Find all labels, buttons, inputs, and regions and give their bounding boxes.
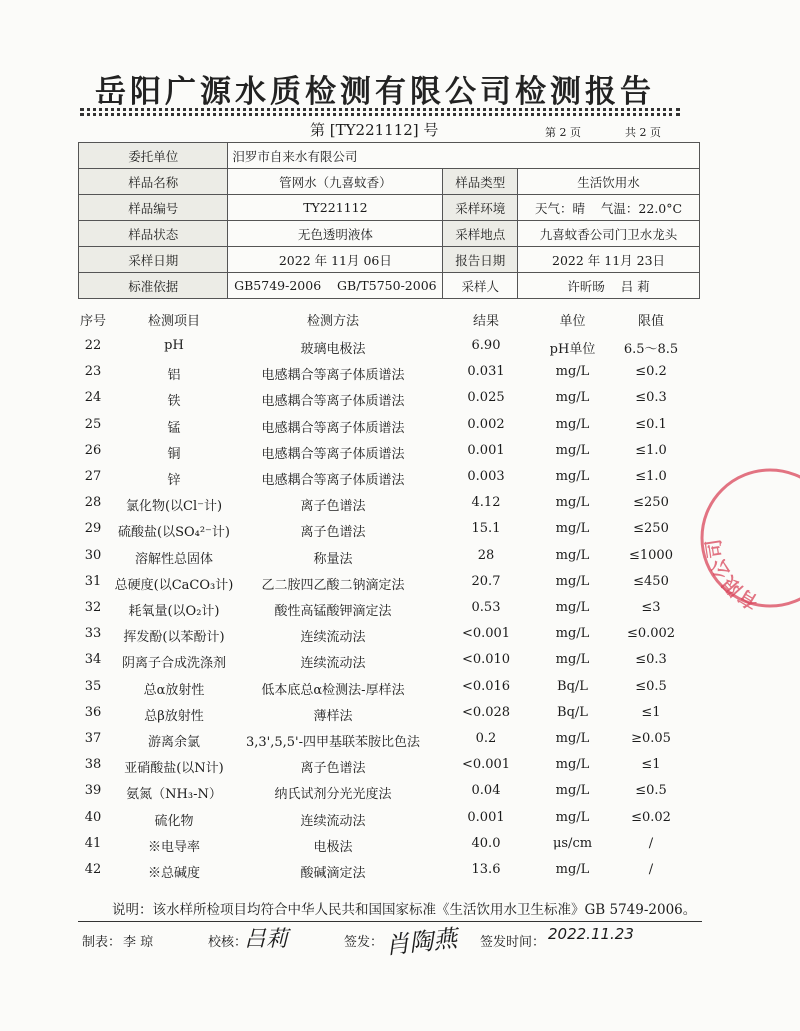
table-row	[0, 390, 750, 416]
cell-result: <0.001	[461, 757, 511, 773]
cell-result: 40.0	[471, 835, 501, 851]
cell-unit: mg/L	[555, 862, 590, 877]
sample-type-label: 样品类型	[443, 169, 518, 195]
cell-limit: 6.5～8.5	[623, 342, 679, 357]
cell-result: 0.031	[467, 364, 505, 380]
standard-label: 标准依据	[79, 273, 228, 299]
cell-item: 挥发酚(以苯酚计)	[123, 630, 225, 646]
cell-no: 22	[84, 338, 102, 353]
header-result: 结果	[472, 314, 499, 329]
site-value: 九喜蚊香公司门卫水龙头	[518, 221, 700, 247]
cell-unit: mg/L	[555, 364, 590, 380]
cell-unit: mg/L	[555, 783, 590, 799]
cell-method: 3,3',5,5'-四甲基联苯胺比色法	[245, 735, 421, 750]
table-row	[0, 836, 750, 862]
sampling-date-label: 采样日期	[79, 247, 228, 273]
table-row	[0, 443, 750, 469]
cell-item: 阴离子合成洗涤剂	[121, 656, 226, 672]
sample-type-value: 生活饮用水	[518, 169, 700, 195]
cell-unit: mg/L	[555, 731, 590, 746]
cell-no: 31	[84, 573, 102, 589]
cell-method: 电感耦合等离子体质谱法	[261, 473, 405, 488]
env-label: 采样环境	[443, 195, 518, 221]
footer-divider	[78, 921, 702, 922]
cell-method: 电感耦合等离子体质谱法	[261, 420, 405, 436]
cell-no: 28	[84, 495, 102, 511]
client-value: 汨罗市自来水有限公司	[228, 143, 700, 169]
cell-limit: /	[648, 835, 654, 851]
sampling-date-value: 2022 年 11月 06日	[228, 247, 443, 273]
cell-result: 0.001	[467, 442, 505, 458]
cell-result: 0.04	[471, 783, 501, 799]
cell-result: 6.90	[471, 338, 501, 353]
cell-no: 25	[84, 416, 102, 432]
table-row	[0, 705, 750, 731]
cell-unit: mg/L	[555, 442, 590, 458]
cell-result: 15.1	[471, 521, 501, 537]
cell-item: 铝	[167, 368, 181, 384]
title-divider-bottom	[80, 113, 680, 116]
cell-unit: Bq/L	[557, 704, 588, 720]
cell-unit: pH单位	[549, 342, 596, 357]
cell-method: 纳氏试剂分光光度法	[274, 787, 392, 803]
cell-item: 铁	[167, 394, 181, 410]
table-row	[0, 417, 750, 443]
cell-limit: ≤1	[641, 757, 661, 773]
cell-method: 低本底总α检测法-厚样法	[261, 682, 405, 698]
cell-result: 28	[477, 547, 495, 563]
issue-time: 2022.11.23	[548, 925, 634, 943]
cell-item: 硫化物	[154, 813, 194, 829]
cell-method: 离子色谱法	[300, 525, 366, 541]
standard-value: GB5749-2006 GB/T5750-2006	[228, 273, 443, 299]
cell-no: 30	[84, 547, 102, 563]
cell-limit: ≤0.5	[635, 783, 667, 799]
cell-item: 锌	[167, 473, 181, 488]
cell-unit: mg/L	[555, 521, 590, 537]
cell-no: 35	[84, 678, 102, 694]
table-row	[0, 364, 750, 390]
cell-method: 乙二胺四乙酸二钠滴定法	[261, 577, 405, 593]
cell-item: 总β放射性	[144, 708, 204, 724]
cell-item: 氯化物(以Cl⁻计)	[125, 499, 223, 515]
cell-result: 0.2	[475, 731, 497, 746]
cell-result: 0.53	[471, 600, 501, 615]
stamp-text: 有限公司	[702, 537, 763, 614]
cell-no: 42	[84, 862, 102, 877]
cell-item: 溶解性总固体	[134, 551, 213, 567]
cell-limit: ≤0.3	[635, 652, 667, 668]
cell-limit: ≤1000	[629, 547, 673, 563]
title-divider-top	[80, 108, 680, 111]
cell-result: 4.12	[471, 495, 501, 511]
cell-unit: mg/L	[555, 469, 590, 484]
cell-limit: /	[648, 862, 654, 877]
cell-method: 连续流动法	[300, 656, 366, 672]
table-row	[0, 652, 750, 678]
table-row	[0, 810, 750, 836]
cell-item: pH	[164, 338, 184, 353]
prepared-by: 李 琼	[123, 935, 154, 950]
cell-item: 氨氮（NH₃-N）	[126, 787, 222, 803]
table-row	[0, 679, 750, 705]
cell-limit: ≤0.2	[635, 364, 667, 380]
sample-name-label: 样品名称	[79, 169, 228, 195]
cell-result: 0.002	[467, 416, 505, 432]
cell-limit: ≤1	[641, 704, 661, 720]
cell-method: 称量法	[313, 551, 353, 567]
table-row	[0, 757, 750, 783]
cell-item: 亚硝酸盐(以N计)	[124, 761, 224, 777]
cell-limit: ≤0.002	[626, 626, 676, 642]
sample-info-table	[78, 142, 700, 299]
results-header	[0, 310, 750, 336]
cell-method: 电感耦合等离子体质谱法	[261, 446, 405, 462]
cell-result: <0.001	[461, 626, 511, 642]
prepared-label: 制表：	[82, 935, 122, 950]
cell-unit: mg/L	[555, 390, 590, 406]
issued-label: 签发：	[344, 935, 384, 950]
cell-no: 26	[84, 442, 102, 458]
cell-method: 玻璃电极法	[300, 342, 366, 357]
cell-no: 32	[84, 600, 102, 615]
header-unit: 单位	[559, 314, 586, 329]
checked-signature: 吕莉	[244, 927, 289, 952]
cell-item: 游离余氯	[147, 735, 200, 750]
report-date-label: 报告日期	[443, 247, 518, 273]
table-row	[0, 731, 750, 757]
report-number: 第 [TY221112] 号	[310, 121, 439, 139]
cell-no: 36	[84, 704, 102, 720]
sample-id-value: TY221112	[228, 195, 443, 221]
cell-item: 锰	[167, 420, 181, 436]
cell-no: 24	[84, 390, 102, 406]
cell-method: 薄样法	[313, 708, 353, 724]
table-row	[0, 469, 750, 495]
cell-unit: mg/L	[555, 495, 590, 511]
cell-no: 29	[84, 521, 102, 537]
issue-time-label: 签发时间：	[480, 935, 546, 950]
cell-item: ※电导率	[147, 839, 200, 855]
cell-method: 电极法	[313, 839, 353, 855]
table-row	[0, 862, 750, 888]
report-title: 岳阳广源水质检测有限公司检测报告	[95, 74, 655, 110]
cell-method: 酸碱滴定法	[300, 866, 366, 881]
cell-no: 37	[84, 731, 102, 746]
table-row	[0, 548, 750, 574]
cell-no: 39	[84, 783, 102, 799]
cell-item: 总硬度(以CaCO₃计)	[114, 577, 234, 593]
page-number: 第 2 页	[545, 126, 581, 139]
cell-result: 20.7	[471, 573, 501, 589]
checked-label: 校核：	[208, 935, 248, 950]
cell-limit: ≤0.3	[635, 390, 667, 406]
page-total: 共 2 页	[625, 126, 661, 139]
cell-method: 酸性高锰酸钾滴定法	[274, 604, 392, 619]
cell-no: 40	[84, 809, 102, 825]
issued-signature: 肖陶燕	[383, 924, 459, 960]
cell-no: 34	[84, 652, 102, 668]
cell-unit: mg/L	[555, 573, 590, 589]
cell-limit: ≤1.0	[635, 469, 667, 484]
cell-item: 总α放射性	[143, 682, 205, 698]
cell-unit: mg/L	[555, 809, 590, 825]
cell-result: 0.003	[467, 469, 505, 484]
cell-result: <0.028	[461, 704, 511, 720]
cell-method: 连续流动法	[300, 630, 366, 646]
table-row	[0, 338, 750, 364]
cell-unit: μs/cm	[552, 835, 593, 851]
table-row	[0, 600, 750, 626]
cell-limit: ≤450	[633, 573, 669, 589]
table-row	[0, 574, 750, 600]
sample-name-value: 管网水（九喜蚊香）	[228, 169, 443, 195]
table-row	[0, 626, 750, 652]
cell-limit: ≤0.1	[635, 416, 667, 432]
cell-no: 41	[84, 835, 102, 851]
svg-text:有限公司	[703, 538, 763, 614]
cell-method: 电感耦合等离子体质谱法	[261, 368, 405, 384]
env-value: 天气：晴 气温：22.0°C	[518, 195, 700, 221]
cell-limit: ≥0.05	[631, 731, 671, 746]
cell-limit: ≤3	[641, 600, 661, 615]
cell-item: 硫酸盐(以SO₄²⁻计)	[118, 525, 230, 541]
cell-unit: mg/L	[555, 600, 590, 615]
cell-no: 23	[84, 364, 102, 380]
table-row	[0, 495, 750, 521]
cell-unit: mg/L	[555, 626, 590, 642]
state-value: 无色透明液体	[228, 221, 443, 247]
table-row	[0, 521, 750, 547]
client-label: 委托单位	[79, 143, 228, 169]
cell-limit: ≤250	[633, 495, 669, 511]
cell-result: 0.025	[467, 390, 505, 406]
header-limit: 限值	[637, 314, 664, 329]
cell-method: 电感耦合等离子体质谱法	[261, 394, 405, 410]
state-label: 样品状态	[79, 221, 228, 247]
cell-result: <0.016	[461, 678, 511, 694]
cell-item: 铜	[167, 446, 181, 462]
cell-no: 38	[84, 757, 102, 773]
table-row	[0, 783, 750, 809]
official-seal-stamp	[690, 468, 800, 618]
cell-no: 27	[84, 469, 102, 484]
header-method: 检测方法	[306, 314, 359, 329]
cell-result: <0.010	[461, 652, 511, 668]
header-no: 序号	[79, 314, 106, 329]
conclusion-note: 说明：该水样所检项目均符合中华人民共和国国家标准《生活饮用水卫生标准》GB 5749-2006。	[112, 902, 697, 918]
cell-unit: Bq/L	[557, 678, 588, 694]
header-item: 检测项目	[147, 314, 200, 329]
sampler-value: 许昕旸 吕 莉	[518, 273, 700, 299]
cell-item: 耗氧量(以O₂计)	[128, 604, 220, 619]
sample-id-label: 样品编号	[79, 195, 228, 221]
cell-result: 0.001	[467, 809, 505, 825]
sampler-label: 采样人	[443, 273, 518, 299]
cell-unit: mg/L	[555, 416, 590, 432]
report-date-value: 2022 年 11月 23日	[518, 247, 700, 273]
cell-limit: ≤0.02	[631, 809, 671, 825]
cell-unit: mg/L	[555, 757, 590, 773]
cell-limit: ≤1.0	[635, 442, 667, 458]
cell-method: 连续流动法	[300, 813, 366, 829]
cell-limit: ≤250	[633, 521, 669, 537]
site-label: 采样地点	[443, 221, 518, 247]
cell-limit: ≤0.5	[635, 678, 667, 694]
cell-item: ※总碱度	[147, 866, 200, 881]
cell-method: 离子色谱法	[300, 761, 366, 777]
cell-method: 离子色谱法	[300, 499, 366, 515]
cell-unit: mg/L	[555, 547, 590, 563]
cell-no: 33	[84, 626, 102, 642]
cell-unit: mg/L	[555, 652, 590, 668]
cell-result: 13.6	[471, 862, 501, 877]
